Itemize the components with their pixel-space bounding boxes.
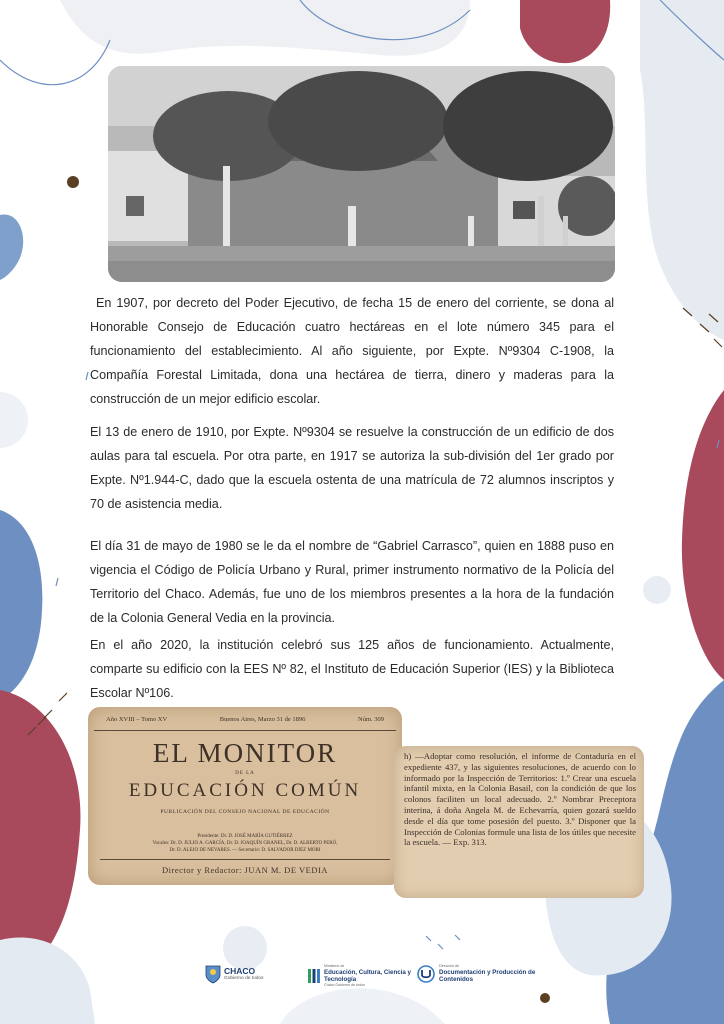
newspaper-de-la: DE LA: [235, 771, 255, 776]
issue-number: Núm. 309: [358, 716, 384, 723]
education-ministry-logo: [308, 964, 419, 988]
history-paragraph-3: El día 31 de mayo de 1980 se le da el nombre de “Gabriel Carrasco”, quien en 1888 puso en vigencia el Código de Policía Urbano y Rural, primer instrumento normativo de la Policía del Territorio del Chaco. Además, fue uno de los miembros presentes a la hora de la fundación de la Colonia General Vedia en la provincia.: [90, 539, 614, 625]
documentation-logo-name: Documentación y Producción de Contenidos: [439, 969, 536, 983]
chaco-shield-icon: [205, 964, 221, 984]
officials-line-3: Dr. D. ALEJO DE NEVARES. — Secretario: D. SALVADOR DIEZ MORI: [169, 848, 321, 853]
newspaper-title: EL MONITOR: [152, 738, 338, 768]
newspaper-issue-line: [94, 716, 396, 731]
education-logo-tagline: Chaco Gobierno de todos: [324, 983, 365, 987]
chaco-logo: [205, 964, 263, 984]
history-paragraph-1: En 1907, por decreto del Poder Ejecutivo, de fecha 15 de enero del corriente, se dona al Honorable Consejo de Educación cuatro hectáreas en el lote número 345 para el funcionamiento del establecimiento. Al año siguiente, por Expte. Nº9304 C-1908, la Compañía Forestal Limitada, dona una hectárea de tierra, dinero y maderas para la construcción de un mejor edificio escolar.: [90, 296, 614, 406]
newspaper-clipping-image: [394, 746, 644, 898]
documentation-logo-prefix: Dirección de: [439, 964, 459, 968]
documentation-logo: [417, 964, 549, 983]
education-logo-name: Educación, Cultura, Ciencia y Tecnología: [324, 969, 411, 983]
officials-line-2: Vocales: Dr. D. JULIO A. GARCÍA, Dr. D. JOAQUÍN GRANEL, Dr. D. ALBERTO PERÓ,: [152, 841, 338, 846]
chaco-logo-name: CHACO: [224, 965, 256, 976]
newspaper-masthead-image: [88, 707, 402, 885]
history-paragraph-4: En el año 2020, la institución celebró sus 125 años de funcionamiento. Actualmente, comparte su edificio con la EES Nº 82, el Instituto de Educación Superior (IES) y la Biblioteca Escolar Nº106.: [90, 638, 614, 700]
history-paragraph-2: El 13 de enero de 1910, por Expte. Nº9304 se resuelve la construcción de un edificio de dos aulas para tal escuela. Por otra parte, en 1917 se autoriza la sub-división del 1er grado por Expte. Nº1.944-C, dado que la escuela ostenta de una matrícula de 72 alumnos inscriptos y 70 de asistencia media.: [90, 425, 614, 511]
issue-date: Buenos Aires, Marzo 31 de 1896: [219, 716, 306, 723]
issue-volume: Año XVIII – Tomo XV: [106, 716, 168, 723]
newspaper-title-secondary: EDUCACIÓN COMÚN: [128, 780, 362, 801]
clipping-text: h) —Adoptar como resolución, el informe de Contaduría en el expediente 437, y las siguientes resoluciones, de acuerdo con lo informado por la Inspección de Territorios: 1.º Crear una escuela infantil mixta, en la Colonia Basail, con la condición de que los colonos faciliten un local adecuado. 2.º Nombrar Preceptora interina, á doña Angela M. de Echevarría, quien gozará sueldo desde el día que tome posesión del puesto. 3.º Disponer que la Inspección de Colonias formule una lista de los útiles que necesite la escuela. — Exp. 313.: [404, 751, 636, 848]
education-logo-prefix: Ministerio de: [324, 964, 345, 968]
chaco-logo-tagline: Gobierno de todos: [224, 975, 264, 981]
documentation-u-icon: [417, 965, 435, 983]
footer-logos: [0, 960, 724, 990]
officials-line-1: Presidente: Dr. D. JOSÉ MARÍA GUTIÉRREZ: [197, 834, 293, 839]
education-bars-icon: [308, 967, 320, 985]
newspaper-subtitle: PUBLICACIÓN DEL CONSEJO NACIONAL DE EDUCACIÓN: [160, 809, 330, 815]
newspaper-director: Director y Redactor: JUAN M. DE VEDIA: [162, 865, 328, 875]
historic-school-photo: [108, 66, 615, 282]
newspaper-divider: [100, 859, 390, 860]
newspaper-officials: [100, 833, 390, 854]
